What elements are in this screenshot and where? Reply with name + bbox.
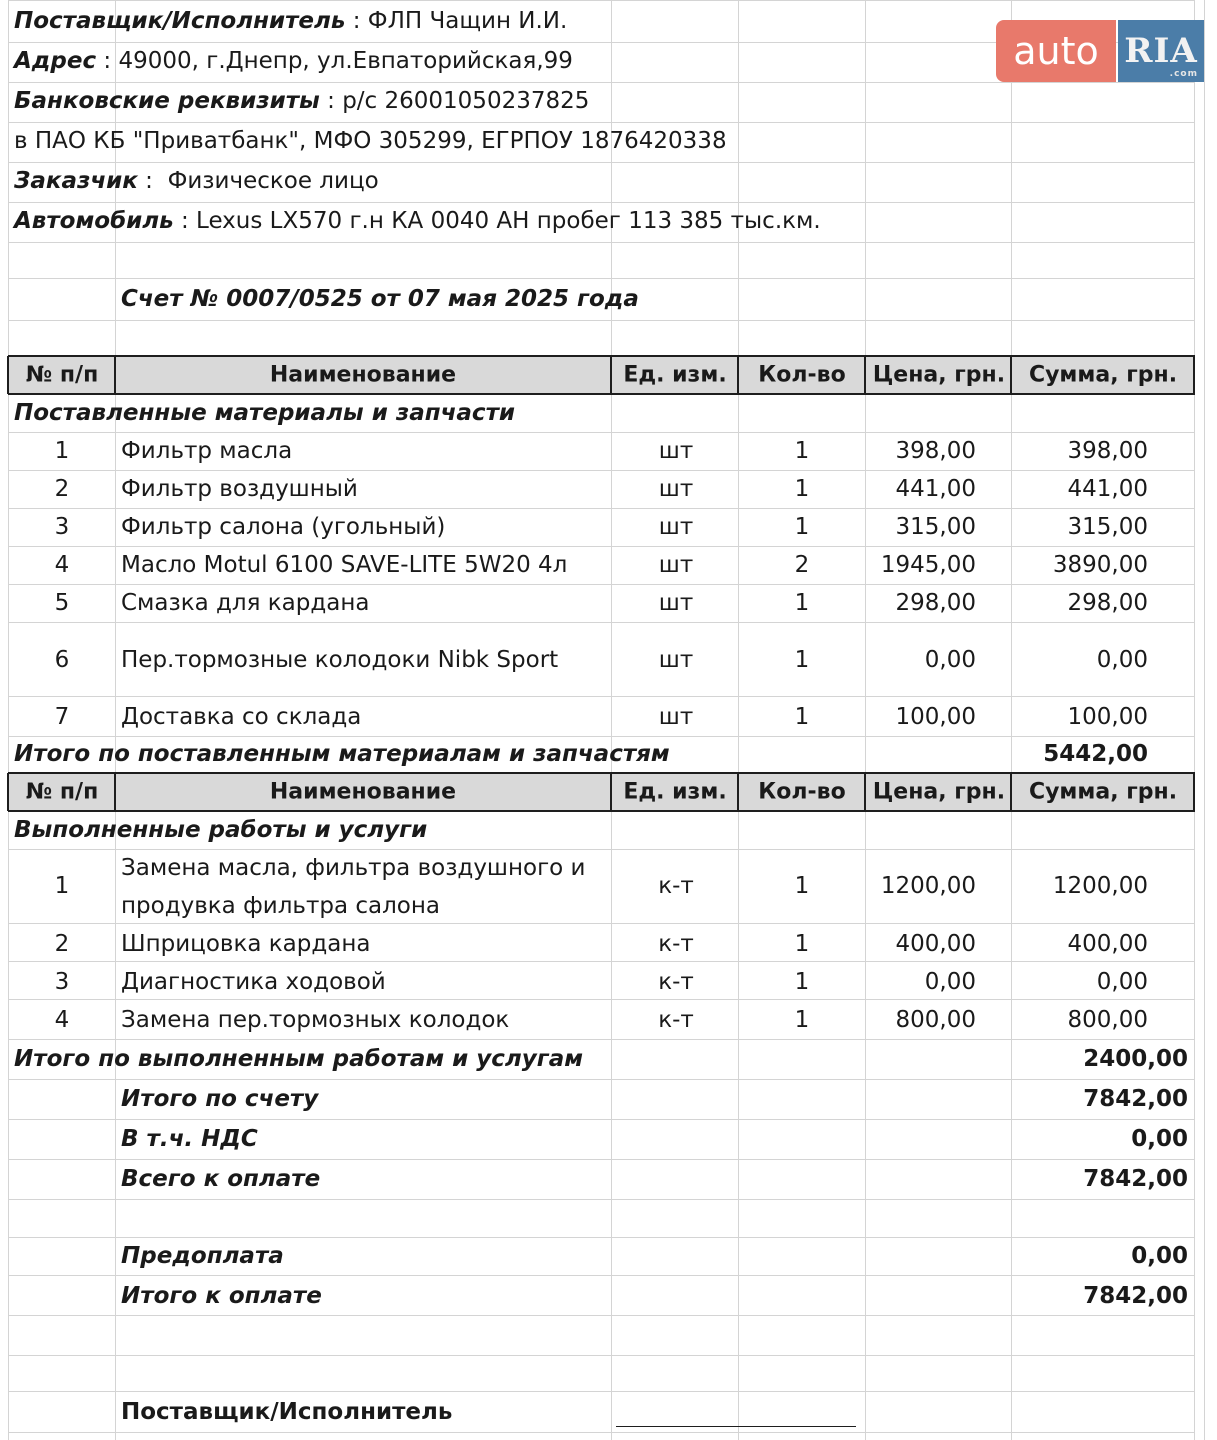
- materials-section-title: Поставленные материалы и запчасти: [14, 400, 516, 427]
- grid-row-line: [8, 122, 1194, 123]
- table-border: [114, 356, 116, 394]
- col-header-price: Цена, грн.: [872, 362, 1006, 388]
- row-number: 4: [54, 1007, 70, 1034]
- col-header-number: № п/п: [25, 779, 99, 805]
- row-number: 2: [54, 931, 70, 958]
- header-separator: :: [137, 168, 168, 195]
- materials-total-value: 5442,00: [1043, 741, 1148, 768]
- col-header-sum: Сумма, грн.: [1028, 362, 1178, 388]
- table-border: [737, 773, 739, 811]
- header-separator: :: [345, 8, 368, 35]
- table-border: [8, 355, 1195, 357]
- invoice-title: Счет № 0007/0525 от 07 мая 2025 года: [121, 286, 639, 313]
- row-sum: 100,00: [1067, 704, 1148, 731]
- row-unit: шт: [658, 476, 694, 503]
- row-number: 6: [54, 647, 70, 674]
- header-value: Физическое лицо: [167, 168, 379, 195]
- row-name: Фильтр масла: [121, 438, 293, 465]
- row-number: 7: [54, 704, 70, 731]
- signature-label: Поставщик/Исполнитель: [121, 1399, 453, 1426]
- table-border: [114, 773, 116, 811]
- grid-row-line: [8, 1199, 1194, 1200]
- grid-row-line: [8, 1355, 1194, 1356]
- grid-row-line: [8, 1237, 1194, 1238]
- grid-row-line: [8, 1315, 1194, 1316]
- header-value: в ПАО КБ "Приватбанк", МФО 305299, ЕГРПОУ 1876420338: [14, 128, 727, 155]
- col-header-qty: Кол-во: [758, 362, 846, 388]
- works-section-title: Выполненные работы и услуги: [14, 817, 428, 844]
- header-separator: :: [96, 48, 119, 75]
- summary-label: Итого к оплате: [121, 1283, 322, 1310]
- row-qty: 1: [794, 969, 810, 996]
- row-name: Фильтр воздушный: [121, 476, 358, 503]
- row-qty: 1: [794, 476, 810, 503]
- summary-value: 7842,00: [1083, 1166, 1188, 1193]
- row-name: Диагностика ходовой: [121, 969, 386, 996]
- col-header-number: № п/п: [25, 362, 99, 388]
- row-unit: шт: [658, 590, 694, 617]
- grid-row-line: [8, 202, 1194, 203]
- grid-col-line: [1204, 0, 1205, 1440]
- grid-row-line: [8, 82, 1194, 83]
- table-border: [1010, 356, 1012, 394]
- row-number: 2: [54, 476, 70, 503]
- table-border: [8, 772, 1195, 774]
- grid-row-line: [8, 1119, 1194, 1120]
- header-line: [14, 90, 589, 113]
- header-label: Банковские реквизиты: [14, 88, 320, 115]
- table-border: [1193, 773, 1195, 811]
- table-border: [737, 356, 739, 394]
- table-border: [610, 773, 612, 811]
- summary-value: 7842,00: [1083, 1283, 1188, 1310]
- summary-value: 0,00: [1131, 1126, 1188, 1153]
- row-name-line2: продувка фильтра салона: [121, 893, 440, 920]
- logo-auto-part: auto: [996, 20, 1116, 82]
- row-number: 4: [54, 552, 70, 579]
- grid-col-line: [1011, 0, 1012, 1440]
- table-header-bg: [8, 356, 1194, 394]
- header-value: ФЛП Чащин И.И.: [367, 8, 568, 35]
- row-unit: шт: [658, 552, 694, 579]
- summary-label: Всего к оплате: [121, 1166, 321, 1193]
- summary-label: Предоплата: [121, 1243, 284, 1270]
- grid-row-line: [8, 1159, 1194, 1160]
- grid-col-line: [8, 0, 9, 1440]
- grid-row-line: [8, 320, 1194, 321]
- logo-ria-text: RIA: [1124, 31, 1198, 71]
- table-border: [1193, 356, 1195, 394]
- row-price: 100,00: [895, 704, 976, 731]
- logo-com-text: .com: [1169, 69, 1198, 79]
- row-sum: 298,00: [1067, 590, 1148, 617]
- grid-row-line: [8, 584, 1194, 585]
- row-price: 398,00: [895, 438, 976, 465]
- col-header-unit: Ед. изм.: [623, 362, 727, 388]
- header-line: [14, 130, 727, 153]
- row-price: 298,00: [895, 590, 976, 617]
- header-label: Заказчик: [14, 168, 138, 195]
- row-price: 315,00: [895, 514, 976, 541]
- grid-row-line: [8, 696, 1194, 697]
- col-header-sum: Сумма, грн.: [1028, 779, 1178, 805]
- row-unit: к-т: [658, 1007, 694, 1034]
- grid-row-line: [8, 736, 1194, 737]
- grid-row-line: [8, 923, 1194, 924]
- grid-row-line: [8, 242, 1194, 243]
- grid-row-line: [8, 432, 1194, 433]
- signature-line: [616, 1426, 856, 1427]
- header-value: 49000, г.Днепр, ул.Евпаторийская,99: [118, 48, 573, 75]
- header-value: Lexus LX570 г.н КА 0040 АН пробег 113 385 тыс.км.: [196, 208, 821, 235]
- row-unit: к-т: [658, 873, 694, 900]
- row-sum: 0,00: [1096, 969, 1148, 996]
- row-sum: 800,00: [1067, 1007, 1148, 1034]
- grid-row-line: [8, 1275, 1194, 1276]
- logo-ria-part: [1118, 20, 1204, 82]
- row-qty: 1: [794, 704, 810, 731]
- row-number: 1: [54, 873, 70, 900]
- grid-row-line: [8, 0, 1194, 1]
- row-unit: к-т: [658, 969, 694, 996]
- grid-row-line: [8, 1039, 1194, 1040]
- summary-value: 0,00: [1131, 1243, 1188, 1270]
- col-header-name: Наименование: [269, 362, 457, 388]
- table-header-bg: [8, 773, 1194, 811]
- row-qty: 1: [794, 438, 810, 465]
- grid-row-line: [8, 961, 1194, 962]
- header-line: [14, 10, 567, 33]
- row-price: 400,00: [895, 931, 976, 958]
- col-header-price: Цена, грн.: [872, 779, 1006, 805]
- summary-label: Итого по счету: [121, 1086, 319, 1113]
- row-unit: шт: [658, 438, 694, 465]
- grid-col-line: [865, 0, 866, 1440]
- header-line: [14, 170, 379, 193]
- table-border: [864, 356, 866, 394]
- header-value: р/с 26001050237825: [342, 88, 590, 115]
- row-sum: 441,00: [1067, 476, 1148, 503]
- grid-row-line: [8, 1391, 1194, 1392]
- row-price: 1945,00: [880, 552, 976, 579]
- grid-row-line: [8, 508, 1194, 509]
- header-line: [14, 50, 573, 73]
- row-sum: 0,00: [1096, 647, 1148, 674]
- summary-value: 7842,00: [1083, 1086, 1188, 1113]
- grid-row-line: [8, 999, 1194, 1000]
- grid-row-line: [8, 849, 1194, 850]
- row-sum: 1200,00: [1052, 873, 1148, 900]
- row-price: 800,00: [895, 1007, 976, 1034]
- row-sum: 315,00: [1067, 514, 1148, 541]
- row-qty: 1: [794, 1007, 810, 1034]
- row-sum: 3890,00: [1052, 552, 1148, 579]
- table-border: [864, 773, 866, 811]
- col-header-qty: Кол-во: [758, 779, 846, 805]
- row-qty: 1: [794, 873, 810, 900]
- col-header-name: Наименование: [269, 779, 457, 805]
- row-qty: 2: [794, 552, 810, 579]
- row-price: 1200,00: [880, 873, 976, 900]
- grid-row-line: [8, 1432, 1194, 1433]
- row-qty: 1: [794, 931, 810, 958]
- header-label: Поставщик/Исполнитель: [14, 8, 346, 35]
- autoria-logo: [996, 20, 1204, 82]
- row-qty: 1: [794, 514, 810, 541]
- row-name: Смазка для кардана: [121, 590, 370, 617]
- row-unit: шт: [658, 647, 694, 674]
- table-border: [7, 773, 9, 811]
- header-label: Автомобиль: [14, 208, 174, 235]
- table-border: [7, 356, 9, 394]
- col-header-unit: Ед. изм.: [623, 779, 727, 805]
- row-name: Масло Motul 6100 SAVE-LITE 5W20 4л: [121, 552, 568, 579]
- row-name: Шприцовка кардана: [121, 931, 371, 958]
- table-border: [8, 810, 1195, 812]
- row-qty: 1: [794, 647, 810, 674]
- grid-row-line: [8, 622, 1194, 623]
- grid-row-line: [8, 162, 1194, 163]
- grid-row-line: [8, 278, 1194, 279]
- row-number: 5: [54, 590, 70, 617]
- row-name: Пер.тормозные колодоки Nibk Sport: [121, 647, 559, 674]
- header-label: Адрес: [14, 48, 97, 75]
- grid-row-line: [8, 1079, 1194, 1080]
- header-separator: :: [173, 208, 197, 235]
- row-unit: к-т: [658, 931, 694, 958]
- materials-total-label: Итого по поставленным материалам и запчастям: [14, 741, 670, 768]
- header-line: [14, 210, 821, 233]
- row-name: Замена пер.тормозных колодок: [121, 1007, 510, 1034]
- table-border: [610, 356, 612, 394]
- header-separator: :: [319, 88, 343, 115]
- row-price: 441,00: [895, 476, 976, 503]
- row-unit: шт: [658, 704, 694, 731]
- row-qty: 1: [794, 590, 810, 617]
- row-number: 3: [54, 969, 70, 996]
- grid-row-line: [8, 546, 1194, 547]
- row-name: Фильтр салона (угольный): [121, 514, 446, 541]
- table-border: [1010, 773, 1012, 811]
- grid-row-line: [8, 470, 1194, 471]
- row-name: Доставка со склада: [121, 704, 362, 731]
- works-total-value: 2400,00: [1083, 1046, 1188, 1073]
- row-name: Замена масла, фильтра воздушного и: [121, 855, 586, 882]
- row-sum: 398,00: [1067, 438, 1148, 465]
- row-unit: шт: [658, 514, 694, 541]
- table-border: [8, 393, 1195, 395]
- row-sum: 400,00: [1067, 931, 1148, 958]
- row-number: 1: [54, 438, 70, 465]
- works-total-label: Итого по выполненным работам и услугам: [14, 1046, 584, 1073]
- grid-col-line: [1194, 0, 1195, 1440]
- row-number: 3: [54, 514, 70, 541]
- row-price: 0,00: [924, 969, 976, 996]
- row-price: 0,00: [924, 647, 976, 674]
- summary-label: В т.ч. НДС: [121, 1126, 258, 1153]
